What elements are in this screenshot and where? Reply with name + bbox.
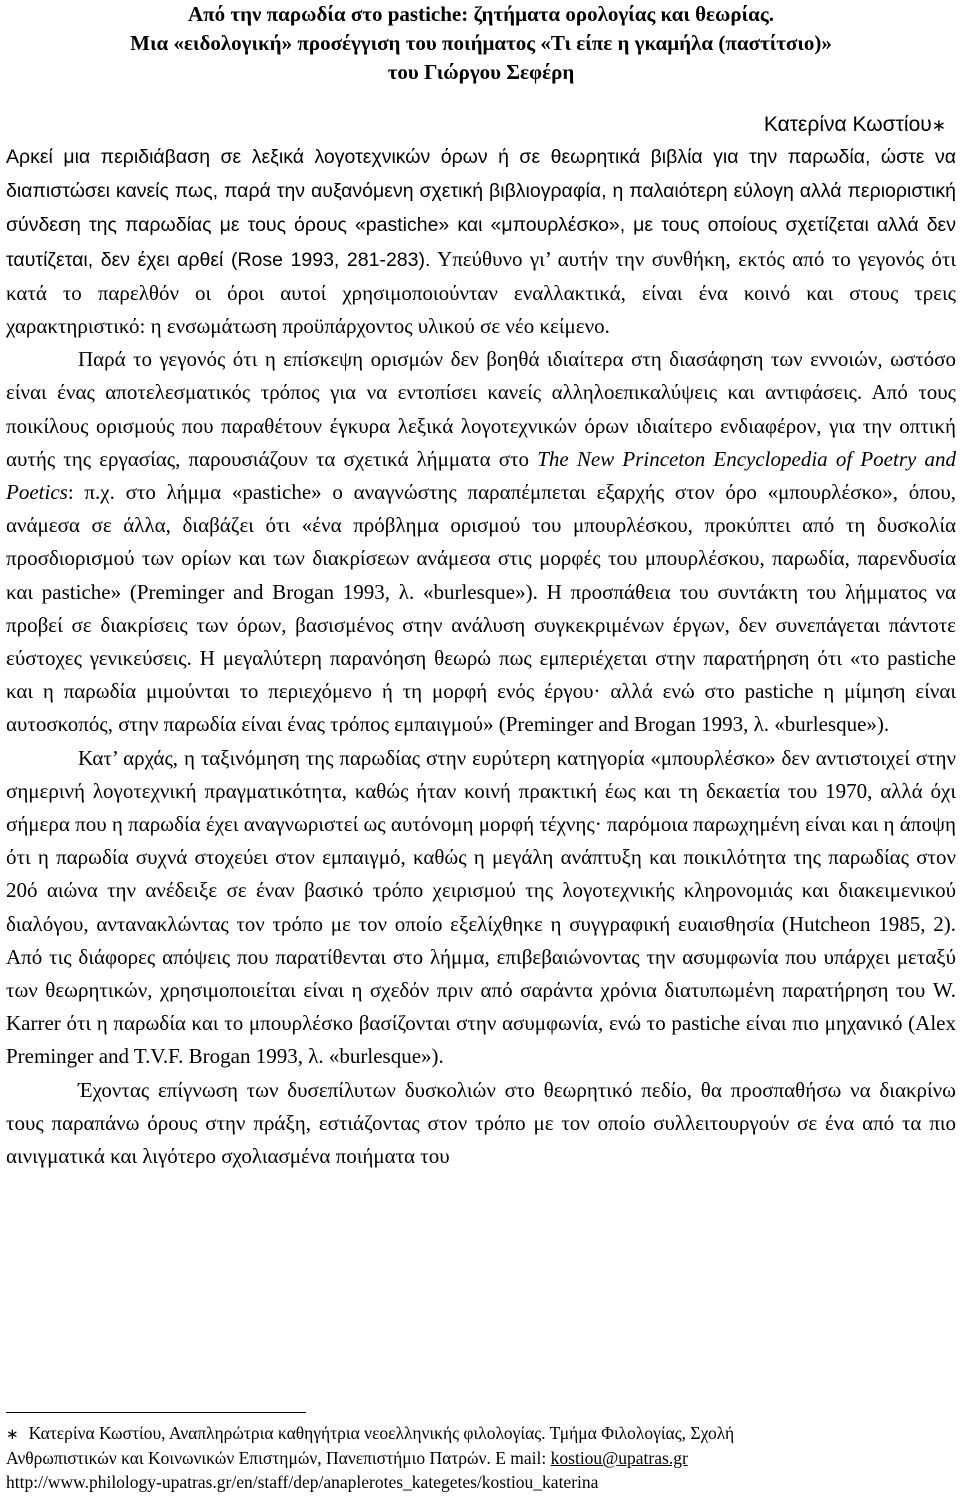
footnote-line-2 [6,1446,956,1470]
cited-encyclopedia-title: The New Princeton Encyclopedia of Poetry and Poetics [6,446,956,505]
footnote-mark: ∗ [6,1425,19,1443]
footnote-line-1 [6,1421,956,1446]
footnote-line-2-text: Ανθρωπιστικών και Κοινωνικών Επιστημών, Πανεπιστήμιο Πατρών. E mail: [6,1448,551,1468]
paragraph-1-sentence-2: Υπεύθυνο γι’ αυτήν την συνθήκη, εκτός από το γεγονός ότι κατά το παρελθόν οι όροι αυτοί χρησιμοποιούνταν εναλλακτικά, είναι ένα κοινό και στους τρεις χαρακτηριστικό: η ενσωμάτωση προϋπάρχοντος υλικού σε νέο κείμενο. [6,246,956,339]
body-text [6,140,956,1173]
paragraph-4: Έχοντας επίγνωση των δυσεπίλυτων δυσκολιών στο θεωρητικό πεδίο, θα προσπαθήσω να διακρίνω τους παραπάνω όρους στην πράξη, εστιάζοντας στον τρόπο με τον οποίο συλλειτουργούν σε ένα από τα πιο αινιγματικά και λιγότερο σχολιασμένα ποιήματα του [6,1077,956,1169]
author-footnote-mark: ∗ [931,116,946,135]
footnote-url-link[interactable]: http://www.philology-upatras.gr/en/staff/dep/anaplerotes_kategetes/kostiou_katerina [6,1472,599,1492]
paragraph-3: Κατ’ αρχάς, η ταξινόμηση της παρωδίας στην ευρύτερη κατηγορία «μπουρλέσκο» δεν αντιστοιχεί στην σημερινή λογοτεχνική πραγματικότητα, καθώς ήταν κοινή πρακτική έως και τη δεκαετία του 1970, αλλά όχι σήμερα που η παρωδία έχει αναγνωριστεί ως αυτόνομη μορφή τέχνης· παρόμοια παρωχημένη είναι και η άποψη ότι η παρωδία συχνά στοχεύει στον εμπαιγμό, καθώς η μεγάλη ανάπτυξη και ποικιλότητα της παρωδίας στον 20ό αιώνα την ανέδειξε σε έναν βασικό τρόπο χειρισμού της λογοτεχνικής κληρονομιάς και διακειμενικού διαλόγου, αντανακλώντας τον τρόπο με τον οποίο εξελίχθηκε η συγγραφική ευαισθησία (Hutcheon 1985, 2). Από τις διάφορες απόψεις που παρατίθενται στο λήμμα, επιβεβαιώνοντας την ασυμφωνία που υπάρχει μεταξύ των θεωρητικών, χρησιμοποιείται είναι η σχεδόν πριν από σαράντα χρόνια διατυπωμένη παρατήρηση του W. Karrer ότι η παρωδία και το μπουρλέσκο βασίζονται στην ασυμφωνία, ενώ το pastiche είναι πιο μηχανικό (Alex Preminger and T.V.F. Brogan 1993, λ. «burlesque»). [6,745,956,1069]
paragraph-1-sentence-1: Αρκεί μια περιδιάβαση σε λεξικά λογοτεχνικών όρων ή σε θεωρητικά βιβλία για την παρωδία, ώστε να διαπιστώσει κανείς πως, παρά την αυξανόμενη σχετική βιβλιογραφία, η παλαιότερη εύλογη αλλά περιοριστική σύνδεση της παρωδίας με τους όρους «pastiche» και «μπουρλέσκο», με τους οποίους σχετίζεται αλλά δεν ταυτίζεται, δεν έχει αρθεί (Rose 1993, 281-283). [6,146,956,271]
footnote-line-1-text: Κατερίνα Κωστίου, Αναπληρώτρια καθηγήτρια νεοελληνικής φιλολογίας. Τμήμα Φιλολογίας, Σχολή [28,1423,735,1443]
footnote [6,1421,956,1494]
paragraph-1 [6,140,956,343]
title-line-3: του Γιώργου Σεφέρη [387,60,575,84]
author-name: Κατερίνα Κωστίου [763,113,932,136]
title-line-1: Από την παρωδία στο pastiche: ζητήματα ορολογίας και θεωρίας. [188,2,774,26]
paragraph-2-sentence-3: : π.χ. στο λήμμα «pastiche» ο αναγνώστης παραπέμπεται εξαρχής στον όρο «μπουρλέσκο», όπου, ανάμεσα σε άλλα, διαβάζει ότι «ένα πρόβλημα ορισμού του μπουρλέσκου, προκύπτει από τη δυσκολία προσδιορισμού των ορίων και των διακρίσεων ανάμεσα στις μορφές του μπουρλέσκου, παρωδία, παρενδυσία και pastiche» (Preminger and Brogan 1993, λ. «burlesque»). Η προσπάθεια του συντάκτη του λήμματος να προβεί σε διακρίσεις των όρων, βασισμένος στην ανάλυση συγκεκριμένων έργων, δεν συνεπάγεται πάντοτε εύστοχες γενικεύσεις. Η μεγαλύτερη παρανόηση θεωρώ πως εμπεριέχεται στην παρατήρηση ότι «το pastiche και η παρωδία μιμούνται το περιεχόμενο ή τη μορφή ενός έργου· αλλά ενώ στο pastiche η μίμηση είναι αυτοσκοπός, στην παρωδία είναι ένας τρόπος εμπαιγμού» (Preminger and Brogan 1993, λ. «burlesque»). [6,480,956,737]
title-line-2: Μια «ειδολογική» προσέγγιση του ποιήματος «Τι είπε η γκαμήλα (παστίτσιο)» [130,31,832,55]
paragraph-2-sentence-2: Από τους ποικίλους ορισμούς που παραθέτουν έγκυρα λεξικά λογοτεχνικών όρων ιδιαίτερο ενδιαφέρον, για την οπτική αυτής της εργασίας, παρουσιάζουν τα σχετικά λήμματα στο [6,380,956,471]
footnote-divider [6,1412,306,1413]
paper-title [6,0,956,87]
author-line [6,110,946,140]
paragraph-2 [6,343,956,741]
footnote-email-link[interactable]: kostiou@upatras.gr [550,1448,688,1468]
paragraph-2-sentence-1: Παρά το γεγονός ότι η επίσκεψη ορισμών δεν βοηθά ιδιαίτερα στη διασάφηση των εννοιών, ωστόσο είναι ένας αποτελεσματικός τρόπος για να εντοπίσει κανείς αλληλοεπικαλύψεις και αντιφάσεις. [6,347,956,405]
document-page [6,0,956,1173]
